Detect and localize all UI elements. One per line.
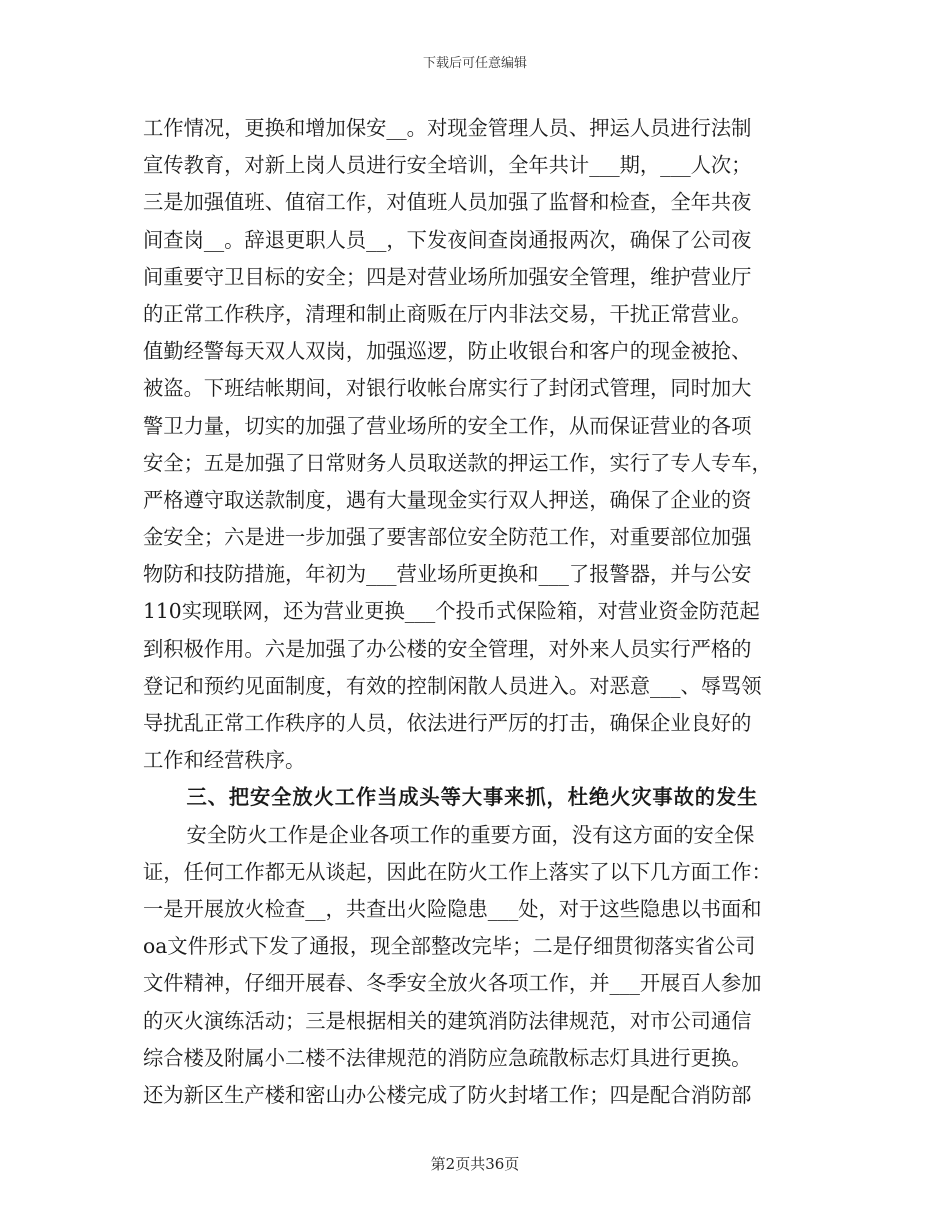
body-text-line: 到积极作用。六是加强了办公楼的安全管理，对外来人员实行严格的	[143, 636, 752, 661]
body-text-line: 值勤经警每天双人双岗，加强巡逻，防止收银台和客户的现金被抢、	[143, 339, 752, 364]
page-footer: 第2页共36页	[430, 1155, 520, 1173]
body-text-line: oa文件形式下发了通报，现全部整改完毕；二是仔细贯彻落实省公司	[143, 934, 756, 959]
body-text-line: 登记和预约见面制度，有效的控制闲散人员进入。对恶意___、辱骂领	[143, 673, 762, 698]
body-text-line: 的正常工作秩序，清理和制止商贩在厅内非法交易，干扰正常营业。	[143, 301, 752, 326]
page-header: 下载后可任意编辑	[422, 56, 527, 71]
body-text-line: 一是开展放火检查__，共查出火险隐患___处，对于这些隐患以书面和	[143, 896, 762, 921]
body-text-line: 的灭火演练活动；三是根据相关的建筑消防法律规范，对市公司通信	[143, 1008, 752, 1033]
section-heading: 三、把安全放火工作当成头等大事来抓，杜绝火灾事故的发生	[186, 785, 759, 810]
body-text-line: 宣传教育，对新上岗人员进行安全培训，全年共计___期，___人次；	[143, 153, 752, 178]
body-text-line: 还为新区生产楼和密山办公楼完成了防火封堵工作；四是配合消防部	[143, 1082, 752, 1107]
body-text-line: 间查岗__。辞退更职人员__，下发夜间查岗通报两次，确保了公司夜	[143, 227, 752, 252]
body-text-line: 严格遵守取送款制度，遇有大量现金实行双人押送，确保了企业的资	[143, 487, 752, 512]
body-text-line: 文件精神，仔细开展春、冬季安全放火各项工作，并___开展百人参加	[143, 971, 762, 996]
body-text-line: 金安全；六是进一步加强了要害部位安全防范工作，对重要部位加强	[143, 525, 752, 550]
document-body	[143, 110, 808, 1114]
body-text-line: 安全防火工作是企业各项工作的重要方面，没有这方面的安全保	[186, 822, 755, 847]
body-text-line: 综合楼及附属小二楼不法律规范的消防应急疏散标志灯具进行更换。	[143, 1045, 752, 1070]
body-text-line: 安全；五是加强了日常财务人员取送款的押运工作，实行了专人专车，	[143, 450, 772, 475]
body-text-line: 导扰乱正常工作秩序的人员，依法进行严厉的打击，确保企业良好的	[143, 711, 752, 735]
body-text-line: 被盗。下班结帐期间，对银行收帐台席实行了封闭式管理，同时加大	[143, 376, 752, 401]
body-text-line: 三是加强值班、值宿工作，对值班人员加强了监督和检查，全年共夜	[143, 190, 752, 215]
body-text-line: 证，任何工作都无从谈起，因此在防火工作上落实了以下几方面工作：	[143, 859, 772, 884]
body-text-line: 工作和经营秩序。	[143, 748, 306, 773]
body-text-line: 警卫力量，切实的加强了营业场所的安全工作，从而保证营业的各项	[143, 413, 752, 438]
body-text-line: 物防和技防措施，年初为___营业场所更换和___了报警器，并与公安	[143, 562, 752, 587]
body-text-line: 110实现联网，还为营业更换___个投币式保险箱，对营业资金防范起	[143, 599, 760, 624]
body-text-line: 工作情况，更换和增加保安__。对现金管理人员、押运人员进行法制	[143, 116, 752, 140]
body-text-line: 间重要守卫目标的安全；四是对营业场所加强安全管理，维护营业厅	[143, 264, 752, 289]
